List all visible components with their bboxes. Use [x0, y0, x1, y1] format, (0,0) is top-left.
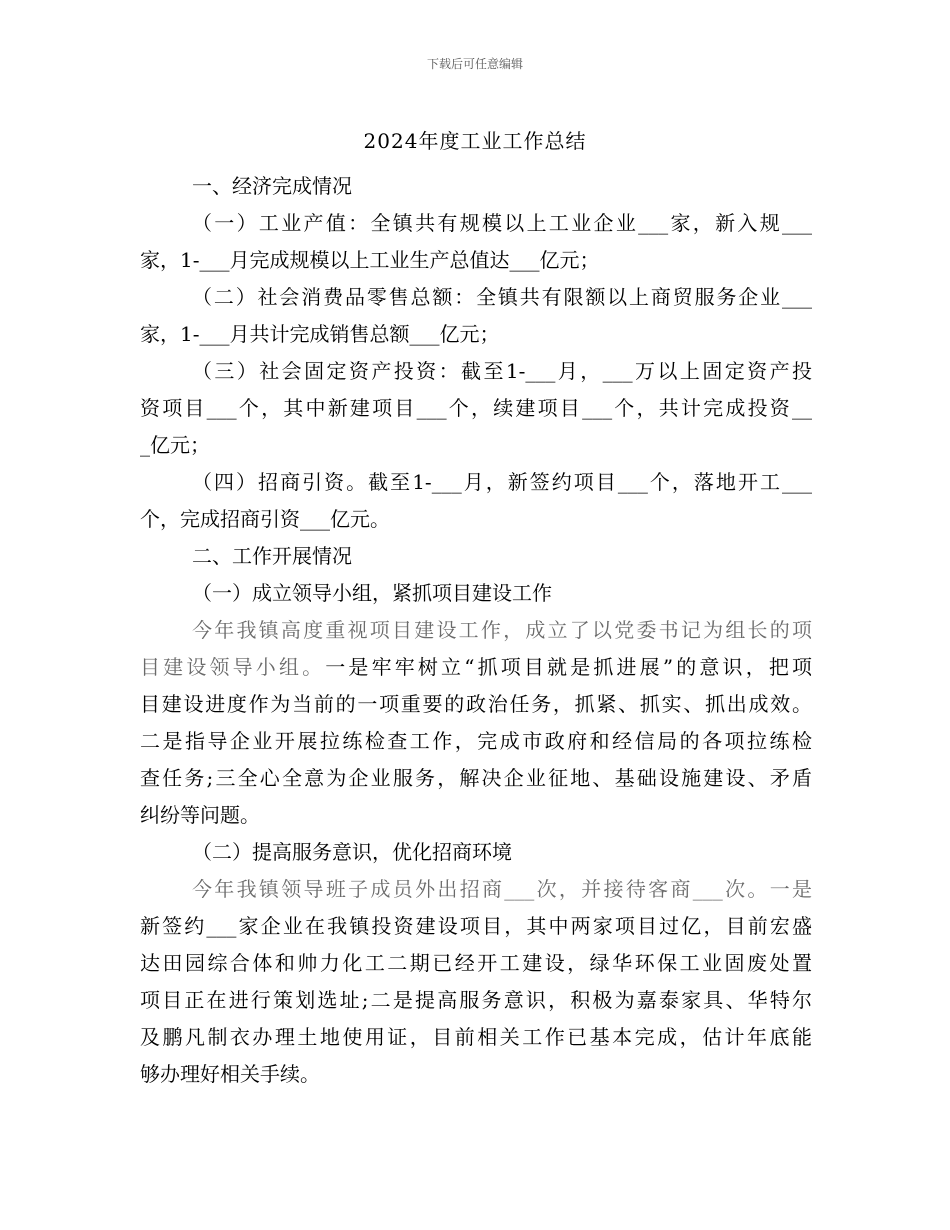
subsection-heading: （二）提高服务意识，优化招商环境 [192, 840, 512, 864]
subsection-heading: （一）成立领导小组，紧抓项目建设工作 [192, 581, 552, 605]
paragraph-line: （四）招商引资。截至1-___月，新签约项目___个，落地开工___ [192, 470, 812, 494]
paragraph-line: 目建设进度作为当前的一项重要的政治任务，抓紧、抓实、抓出成效。 [140, 692, 812, 716]
paragraph-line: 今年我镇高度重视项目建设工作，成立了以党委书记为组长的项 [192, 618, 812, 642]
paragraph-line: 达田园综合体和帅力化工二期已经开工建设，绿华环保工业固废处置 [140, 951, 812, 975]
paragraph-line: 资项目___个，其中新建项目___个，续建项目___个，共计完成投资__ [140, 396, 812, 420]
section-heading-economy: 一、经济完成情况 [192, 174, 352, 198]
section-heading-work: 二、工作开展情况 [192, 544, 352, 568]
paragraph-line: 纠纷等问题。 [140, 803, 260, 827]
paragraph-line: 家，1-___月完成规模以上工业生产总值达___亿元； [140, 248, 600, 272]
document-title: 2024年度工业工作总结 [363, 129, 587, 153]
header-note: 下载后可任意编辑 [426, 57, 523, 71]
paragraph-line: 项目正在进行策划选址;二是提高服务意识，积极为嘉泰家具、华特尔 [140, 988, 812, 1012]
paragraph-line: 新签约___家企业在我镇投资建设项目，其中两家项目过亿，目前宏盛 [140, 914, 812, 938]
paragraph-line: 个，完成招商引资___亿元。 [140, 507, 390, 531]
gray-text-run: 目建设领导小组。 [140, 655, 326, 679]
paragraph-line: 今年我镇领导班子成员外出招商___次，并接待客商___次。一是 [192, 877, 812, 901]
paragraph-line: _亿元； [140, 433, 210, 457]
paragraph-line: （二）社会消费品零售总额：全镇共有限额以上商贸服务企业___ [192, 285, 812, 309]
paragraph-line: 够办理好相关手续。 [140, 1062, 320, 1086]
paragraph-line: 查任务;三全心全意为企业服务，解决企业征地、基础设施建设、矛盾 [140, 766, 812, 790]
paragraph-line: （一）工业产值：全镇共有规模以上工业企业___家，新入规___ [192, 211, 812, 235]
document-body [140, 168, 812, 1093]
paragraph-line: 家，1-___月共计完成销售总额___亿元； [140, 322, 500, 346]
paragraph-line: 二是指导企业开展拉练检查工作，完成市政府和经信局的各项拉练检 [140, 729, 812, 753]
paragraph-line [140, 649, 812, 686]
paragraph-line: （三）社会固定资产投资：截至1-___月，___万以上固定资产投 [192, 359, 812, 383]
paragraph-line: 及鹏凡制衣办理土地使用证，目前相关工作已基本完成，估计年底能 [140, 1025, 812, 1049]
text-run: 一是牢牢树立“抓项目就是抓进展”的意识，把项 [325, 655, 812, 679]
